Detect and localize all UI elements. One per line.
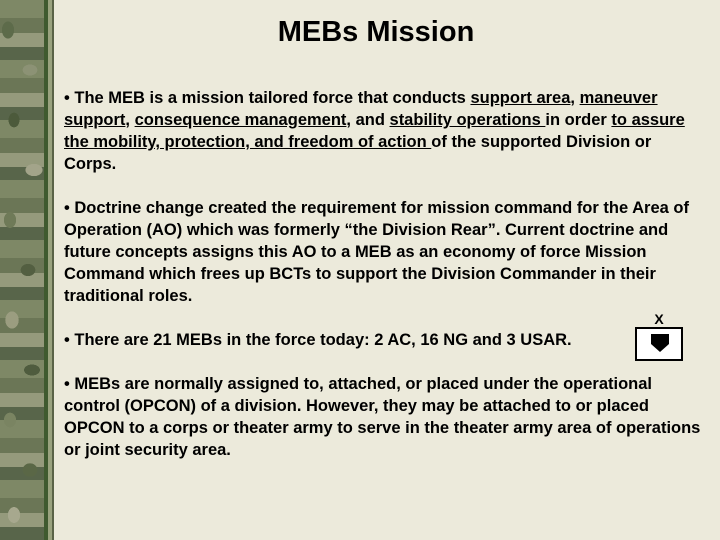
echelon-marker: X <box>654 311 664 327</box>
bullet-paragraph <box>64 87 706 175</box>
paragraph-text: , and <box>346 111 390 129</box>
paragraph-text: in order <box>545 111 612 129</box>
underlined-term: stability operations <box>389 111 546 129</box>
slide-content <box>64 0 706 461</box>
camouflage-border <box>0 0 44 540</box>
shield-icon <box>650 333 670 353</box>
underlined-term: consequence management <box>134 111 347 129</box>
paragraph-text: The MEB is a mission tailored force that conducts <box>74 89 471 107</box>
border-stripe <box>52 0 54 540</box>
unit-frame <box>635 327 683 361</box>
underlined-term: to assure the mobility, protection, and freedom of action <box>64 111 685 151</box>
bullet-paragraph: • There are 21 MEBs in the force today: 2 AC, 16 NG and 3 USAR. <box>64 331 572 349</box>
brigade-unit-symbol <box>633 312 685 364</box>
slide-title: MEBs Mission <box>277 16 475 48</box>
bullet-paragraph: • MEBs are normally assigned to, attached, or placed under the operational control (OPCON) of a division. However, they may be attached to or placed OPCON to a corps or theater army to serve in the theater army area of operations or joint security area. <box>64 375 701 459</box>
paragraph-text: , <box>570 89 580 107</box>
bullet-marker: • <box>64 89 75 107</box>
paragraph-text: of the supported Division or Corps. <box>64 133 652 173</box>
underlined-term: support area <box>470 89 571 107</box>
paragraph-text: , <box>125 111 135 129</box>
bullet-paragraph: • Doctrine change created the requirement for mission command for the Area of Operation (AO) which was formerly “the Division Rear”. Current doctrine and future concepts assigns this AO to a MEB as an economy of force Mission Command which frees up BCTs to support the Division Commander in their traditional roles. <box>64 199 689 305</box>
underlined-term: maneuver support <box>64 89 658 129</box>
